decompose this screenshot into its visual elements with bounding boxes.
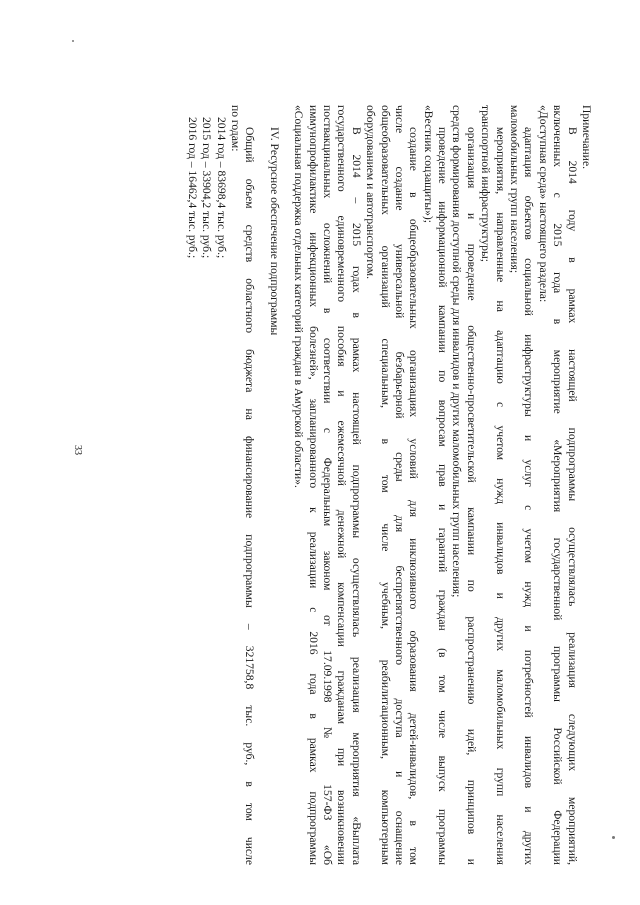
paragraph-line: мероприятия, направленные на адаптацию с учетом нужд инвалидов и других маломобильных групп населения bbox=[493, 127, 507, 865]
scan-speck bbox=[612, 836, 615, 839]
paragraph-line: маломобильных групп населения; bbox=[508, 105, 522, 274]
paragraph-line: проведение информационной кампании по вопросам прав и гарантий граждан (в том числе выпуск программы bbox=[436, 127, 450, 865]
list-item: 2016 год – 16462,4 тыс. руб.; bbox=[185, 117, 199, 259]
list-item: 2014 год – 83698,4 тыс. руб.; bbox=[214, 117, 228, 259]
section-heading: IV. Ресурсное обеспечение подпрограммы bbox=[267, 127, 281, 336]
paragraph-line: поствакцинальных осложнений в соответствии с Федеральным законом от 17.09.1998 № 157-ФЗ «Об bbox=[320, 105, 334, 865]
paragraph-line: иммунопрофилактике инфекционных болезней», запланированного к реализации с 2016 года в рамках подпрограммы bbox=[306, 105, 320, 865]
document-body bbox=[184, 105, 593, 865]
spacer bbox=[256, 105, 266, 865]
paragraph-line: Общий объем средств областного бюджета на финансирование подпрограммы – 321758,8 тыс. руб., в том числе bbox=[243, 127, 257, 865]
paragraph-line: общеобразовательных организаций специальным, в том числе учебным, реабилитационным, компьютерным bbox=[378, 105, 392, 865]
paragraph-line: В 2014 году в рамках настоящей подпрограммы осуществлялась реализация следующих мероприятий, bbox=[565, 127, 579, 865]
paragraph-line: организация и проведение общественно-просветительской кампании по распространению идей, принципов и bbox=[464, 127, 478, 865]
spacer bbox=[281, 105, 291, 865]
paragraph-line: числе создание универсальной безбарьерной среды для беспрепятственного доступа и оснащение bbox=[392, 105, 406, 865]
page-number: 33 bbox=[72, 445, 83, 455]
paragraph-line: адаптация объектов социальной инфраструктуры и услуг с учетом нужд и потребностей инвалидов и других bbox=[522, 127, 536, 865]
scan-speck bbox=[72, 40, 74, 42]
paragraph-line: «Социальная поддержка отдельных категорий граждан в Амурской области». bbox=[292, 105, 306, 488]
paragraph-line: включенных с 2015 года в мероприятие «Мероприятия государственной программы Российской Федерации bbox=[551, 105, 565, 865]
paragraph-line: средств формирования доступной среды для инвалидов и других маломобильных групп населения; bbox=[450, 105, 464, 598]
note-heading: Примечание. bbox=[580, 105, 593, 169]
paragraph-line: создание в общеобразовательных организациях условий для инклюзивного образования детей-инвалидов, в том bbox=[407, 127, 421, 865]
paragraph-line: оборудованием и автотранспортом. bbox=[364, 105, 378, 280]
paragraph-line: В 2014 – 2015 годах в рамках настоящей подпрограммы осуществлялась реализация мероприятия «Выплата bbox=[349, 127, 363, 865]
paragraph-line: государственного единовременного пособия и ежемесячной денежной компенсации гражданам при возникновении bbox=[335, 105, 349, 865]
list-item: 2015 год – 33904,2 тыс. руб.; bbox=[200, 117, 214, 259]
paragraph-line: транспортной инфраструктуры; bbox=[479, 105, 493, 262]
paragraph-line: «Вестник соцзащиты»); bbox=[421, 105, 435, 223]
paragraph-line: по годам: bbox=[229, 105, 243, 152]
paragraph-line: «Доступная среда» настоящего раздела: bbox=[536, 105, 550, 303]
